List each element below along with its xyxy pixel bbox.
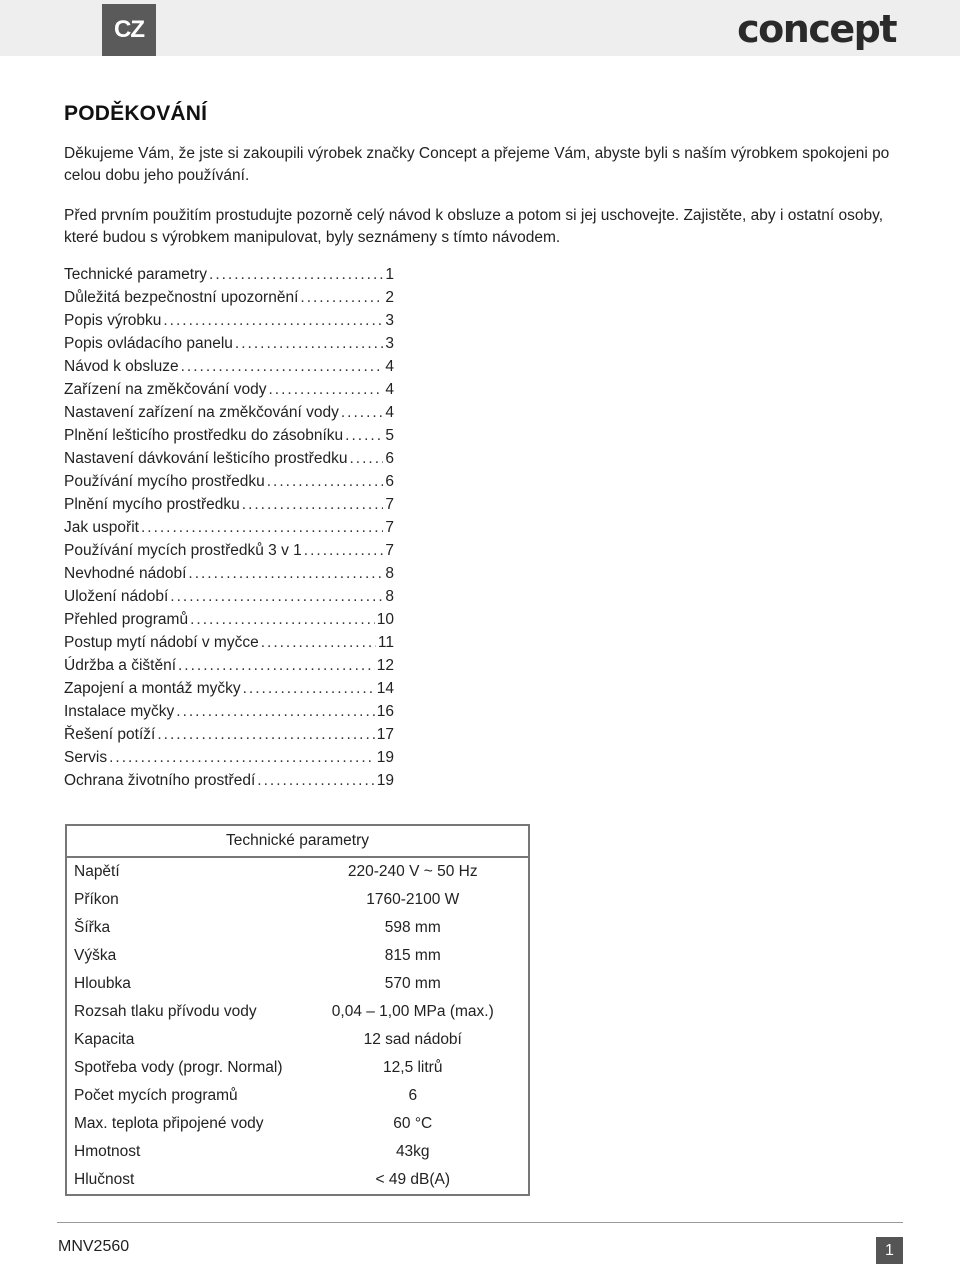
toc-item-page: 1 (385, 266, 394, 283)
toc-item-label: Důležitá bezpečnostní upozornění (64, 289, 299, 306)
toc-item-label: Řešení potíží (64, 726, 156, 743)
toc-leader (341, 404, 384, 422)
toc-leader (209, 266, 383, 284)
spec-value: 43kg (395, 1143, 430, 1160)
toc-item-page: 3 (385, 312, 394, 329)
toc-item-label: Používání mycích prostředků 3 v 1 (64, 542, 302, 559)
toc-item (64, 680, 394, 703)
specs-heading: Technické parametry (66, 825, 529, 857)
spec-value: 6 (408, 1087, 418, 1104)
instructions-paragraph: Před prvním použitím prostudujte pozorně celý návod k obsluze a potom si jej uschovejte. Zajistěte, aby i ostatní osoby, které budou s výrobkem manipulovat, byly seznámeny s tímto návodem. (64, 207, 884, 246)
spec-value: 60 °C (393, 1115, 433, 1132)
toc-item-page: 7 (385, 542, 394, 559)
toc-item-label: Servis (64, 749, 108, 766)
toc-item (64, 266, 394, 289)
toc-item-page: 4 (385, 404, 394, 421)
toc-item (64, 450, 394, 473)
intro-paragraph: Děkujeme Vám, že jste si zakoupili výrobek značky Concept a přejeme Vám, abyste byli s naším výrobkem spokojeni po celou dobu jeho používání. (64, 145, 890, 184)
toc-leader (345, 427, 383, 445)
spec-name: Hlučnost (74, 1171, 135, 1188)
spec-name: Šířka (74, 919, 111, 936)
spec-name: Výška (74, 947, 117, 964)
table-row (66, 1082, 529, 1110)
toc-item-page: 6 (385, 473, 394, 490)
toc-item-label: Ochrana životního prostředí (64, 772, 256, 789)
toc-item-page: 11 (377, 634, 394, 651)
table-row (66, 914, 529, 942)
toc-item (64, 381, 394, 404)
table-row (66, 857, 529, 886)
brand-logo: concept (737, 7, 896, 51)
toc-item-label: Plnění mycího prostředku (64, 496, 240, 513)
toc-item-page: 17 (376, 726, 394, 743)
toc-leader (141, 519, 383, 537)
toc-leader (188, 565, 383, 583)
table-row (66, 1026, 529, 1054)
toc-item-page: 2 (385, 289, 394, 306)
toc-item-label: Technické parametry (64, 266, 208, 283)
spec-value: 1760-2100 W (366, 891, 460, 908)
technical-specs-table (65, 824, 530, 1196)
toc-item (64, 473, 394, 496)
toc-item-page: 3 (385, 335, 394, 352)
toc-item (64, 565, 394, 588)
toc-item-page: 5 (385, 427, 394, 444)
toc-leader (242, 496, 384, 514)
spec-value: 0,04 – 1,00 MPa (max.) (331, 1003, 494, 1020)
toc-leader (300, 289, 383, 307)
toc-item (64, 772, 394, 795)
toc-leader (176, 703, 374, 721)
toc-item-label: Uložení nádobí (64, 588, 169, 605)
table-row (66, 998, 529, 1026)
spec-value: 598 mm (384, 919, 441, 936)
toc-item-label: Zapojení a montáž myčky (64, 680, 241, 697)
toc-item (64, 519, 394, 542)
language-badge: CZ (102, 4, 156, 56)
toc-item-label: Popis ovládacího panelu (64, 335, 233, 352)
toc-item-label: Nevhodné nádobí (64, 565, 187, 582)
spec-name: Počet mycích programů (74, 1087, 238, 1104)
spec-name: Spotřeba vody (progr. Normal) (74, 1059, 283, 1076)
toc-leader (181, 358, 384, 376)
toc-leader (235, 335, 383, 353)
toc-item-page: 4 (385, 358, 394, 375)
toc-leader (268, 381, 383, 399)
spec-name: Příkon (74, 891, 119, 908)
toc-item (64, 749, 394, 772)
table-row (66, 886, 529, 914)
toc-item (64, 588, 394, 611)
toc-item-label: Plnění lešticího prostředku do zásobníku (64, 427, 344, 444)
table-row (66, 942, 529, 970)
toc-leader (243, 680, 375, 698)
toc-item (64, 634, 394, 657)
toc-item (64, 427, 394, 450)
toc-item-page: 16 (376, 703, 394, 720)
toc-item (64, 611, 394, 634)
header-bar (0, 0, 960, 56)
toc-item-label: Jak uspořit (64, 519, 139, 536)
spec-name: Rozsah tlaku přívodu vody (74, 1003, 257, 1020)
toc-leader (257, 772, 374, 790)
toc-leader (261, 634, 376, 652)
toc-item (64, 496, 394, 519)
toc-item-label: Údržba a čištění (64, 657, 176, 674)
toc-item (64, 312, 394, 335)
toc-item (64, 657, 394, 680)
toc-item-label: Nastavení dávkování lešticího prostředku (64, 450, 348, 467)
toc-item-page: 19 (376, 772, 394, 789)
table-row (66, 1110, 529, 1138)
table-row (66, 970, 529, 998)
toc-item-page: 14 (376, 680, 394, 697)
toc-item-label: Návod k obsluze (64, 358, 179, 375)
toc-item-page: 7 (385, 519, 394, 536)
toc-item (64, 726, 394, 749)
toc-item-page: 10 (376, 611, 394, 628)
toc-leader (163, 312, 383, 330)
toc-item-page: 12 (376, 657, 394, 674)
spec-name: Hloubka (74, 975, 131, 992)
toc-item-page: 4 (385, 381, 394, 398)
toc-item-label: Používání mycího prostředku (64, 473, 265, 490)
toc-item-label: Postup mytí nádobí v myčce (64, 634, 259, 651)
toc-leader (157, 726, 374, 744)
spec-name: Kapacita (74, 1031, 135, 1048)
table-row (66, 1166, 529, 1195)
toc-item (64, 542, 394, 565)
toc-item-label: Nastavení zařízení na změkčování vody (64, 404, 339, 421)
page-title: PODĚKOVÁNÍ (64, 102, 208, 125)
toc-item (64, 358, 394, 381)
toc-item-page: 8 (385, 588, 394, 605)
page-number: 1 (876, 1237, 903, 1264)
toc-item-page: 8 (385, 565, 394, 582)
table-row (66, 1138, 529, 1166)
toc-item (64, 335, 394, 358)
table-row (66, 1054, 529, 1082)
spec-value: 12 sad nádobí (363, 1031, 462, 1048)
table-of-contents (64, 266, 394, 795)
specs-header-row (66, 825, 529, 857)
toc-leader (178, 657, 375, 675)
toc-leader (349, 450, 383, 468)
footer-divider (57, 1222, 903, 1223)
toc-item-label: Zařízení na změkčování vody (64, 381, 267, 398)
spec-value: 815 mm (384, 947, 441, 964)
toc-item (64, 703, 394, 726)
spec-value: 220-240 V ~ 50 Hz (347, 863, 478, 880)
toc-leader (304, 542, 384, 560)
spec-name: Napětí (74, 863, 120, 880)
toc-item-page: 19 (376, 749, 394, 766)
spec-value: 12,5 litrů (383, 1059, 443, 1076)
toc-leader (109, 749, 375, 767)
toc-item-label: Přehled programů (64, 611, 189, 628)
toc-item-page: 6 (385, 450, 394, 467)
toc-leader (190, 611, 375, 629)
model-number: MNV2560 (58, 1238, 130, 1255)
toc-item (64, 289, 394, 312)
spec-value: < 49 dB(A) (375, 1171, 451, 1188)
toc-leader (267, 473, 384, 491)
toc-item-page: 7 (385, 496, 394, 513)
toc-item (64, 404, 394, 427)
spec-value: 570 mm (384, 975, 441, 992)
spec-name: Max. teplota připojené vody (74, 1115, 264, 1132)
spec-name: Hmotnost (74, 1143, 141, 1160)
toc-leader (170, 588, 383, 606)
toc-item-label: Popis výrobku (64, 312, 162, 329)
toc-item-label: Instalace myčky (64, 703, 175, 720)
